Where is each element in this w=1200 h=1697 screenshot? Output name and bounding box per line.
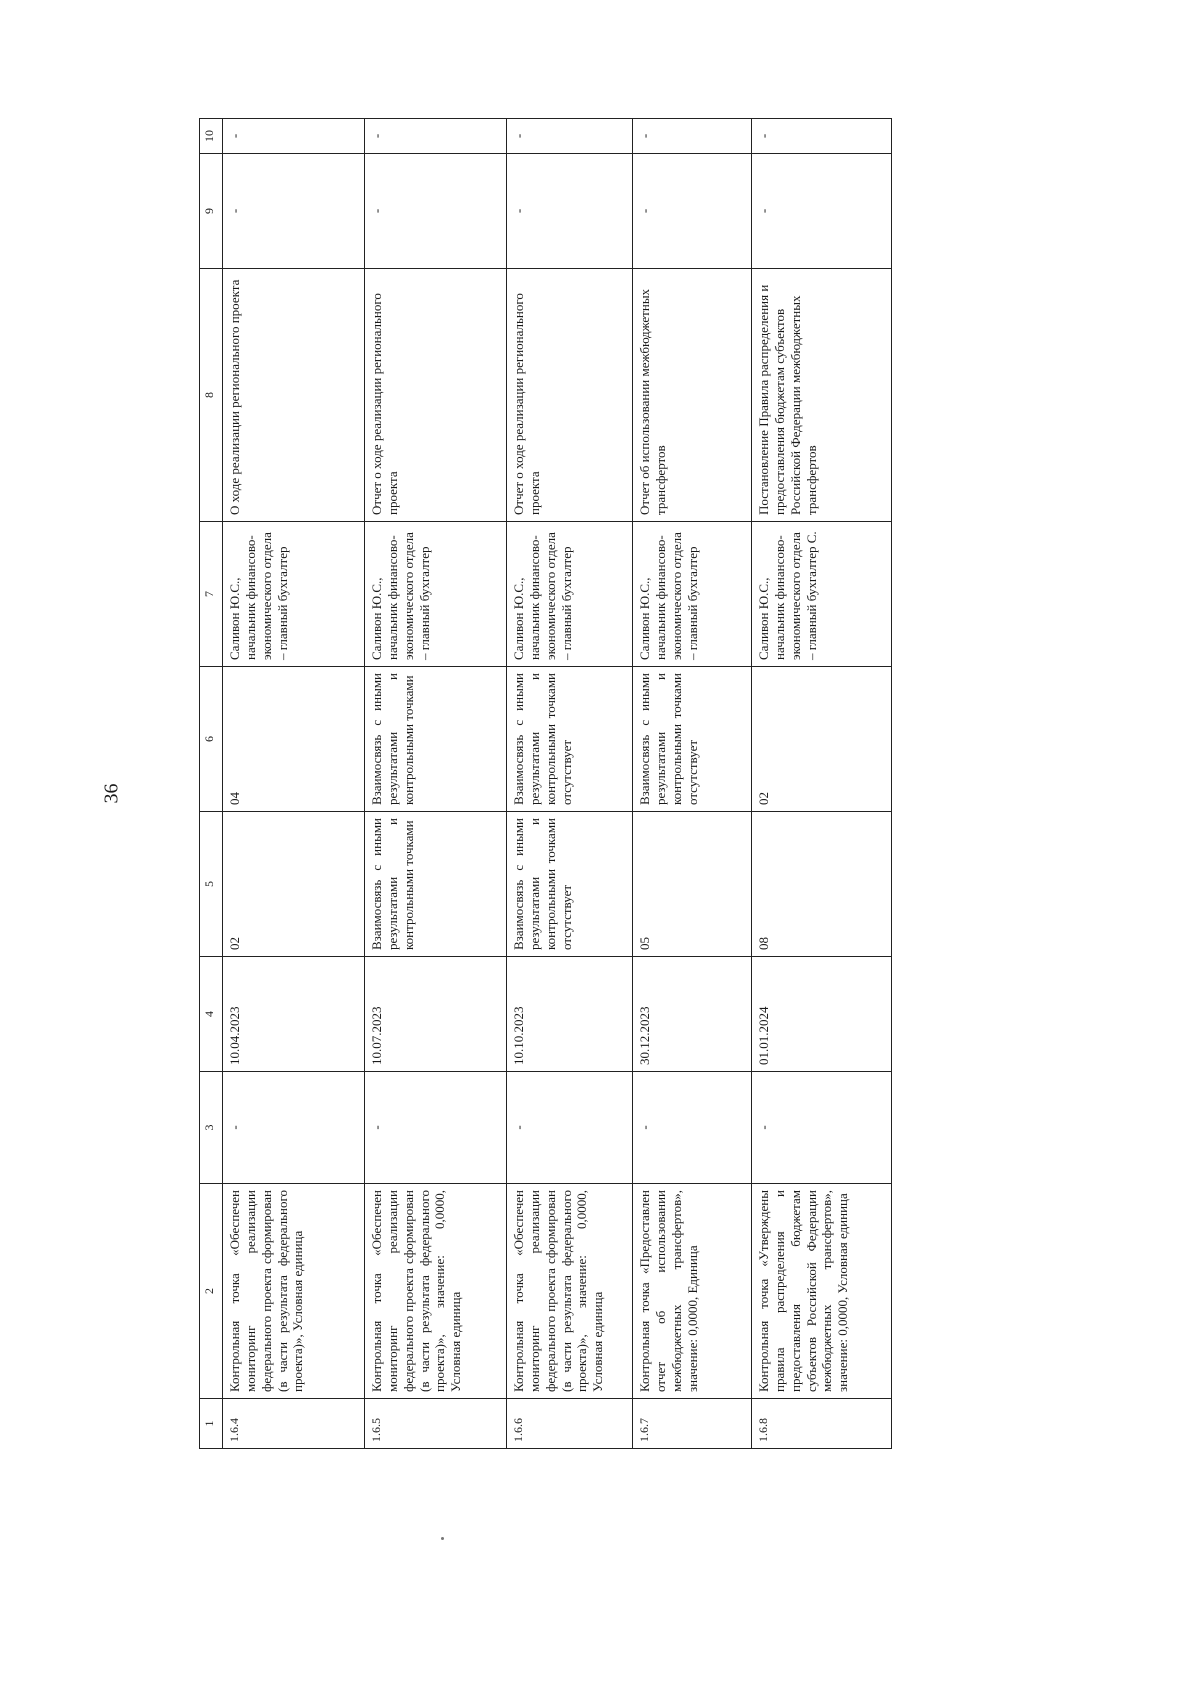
responsible-cell: Саливон Ю.С., начальник финансово-экономического отдела – главный бухгалтер С. (752, 522, 892, 667)
responsible-cell: Саливон Ю.С., начальник финансово-экономического отдела – главный бухгалтер (223, 522, 365, 667)
control-point-cell: Контрольная точка «Предоставлен отчет об использовании межбюджетных трансфертов», значение: 0,0000, Единица (633, 1184, 752, 1399)
column-header: 10 (200, 119, 223, 154)
table-cell: - (507, 154, 633, 269)
table-cell: - (223, 154, 365, 269)
rotated-table-container (199, 119, 892, 1449)
row-number: 1.6.6 (507, 1399, 633, 1449)
table-cell: - (752, 119, 892, 154)
table-row (223, 119, 365, 1449)
control-points-table (199, 118, 892, 1449)
table-cell: Взаимосвязь с иными результатами и контрольными точками (365, 812, 507, 957)
table-cell: 04 (223, 667, 365, 812)
document-cell: О ходе реализации регионального проекта (223, 269, 365, 522)
control-point-cell: Контрольная точка «Утверждены правила распределения и предоставления бюджетам субъектов Российской Федерации межбюджетных трансфертов», значение: 0,0000, Условная единица (752, 1184, 892, 1399)
column-header: 1 (200, 1399, 223, 1449)
table-cell: 08 (752, 812, 892, 957)
column-header: 8 (200, 269, 223, 522)
table-cell: - (365, 119, 507, 154)
table-cell: - (365, 154, 507, 269)
document-cell: Постановление Правила распределения и предоставления бюджетам субъектов Российской Федерации межбюджетных трансфертов (752, 269, 892, 522)
table-cell: - (507, 119, 633, 154)
column-header: 9 (200, 154, 223, 269)
table-cell: - (633, 119, 752, 154)
column-header: 2 (200, 1184, 223, 1399)
responsible-cell: Саливон Ю.С., начальник финансово-экономического отдела – главный бухгалтер (365, 522, 507, 667)
document-cell: Отчет о ходе реализации регионального проекта (507, 269, 633, 522)
table-cell: Взаимосвязь с иными результатами и контрольными точками отсутствует (507, 667, 633, 812)
table-cell: 02 (752, 667, 892, 812)
responsible-cell: Саливон Ю.С., начальник финансово-экономического отдела – главный бухгалтер (633, 522, 752, 667)
scan-speck (441, 1537, 444, 1540)
table-row (507, 119, 633, 1449)
table-cell: - (507, 1072, 633, 1184)
column-header: 4 (200, 957, 223, 1072)
row-number: 1.6.4 (223, 1399, 365, 1449)
document-cell: Отчет о ходе реализации регионального проекта (365, 269, 507, 522)
table-row (633, 119, 752, 1449)
responsible-cell: Саливон Ю.С., начальник финансово-экономического отдела – главный бухгалтер (507, 522, 633, 667)
table-row (365, 119, 507, 1449)
table-cell: - (752, 154, 892, 269)
document-cell: Отчет об использовании межбюджетных трансфертов (633, 269, 752, 522)
control-point-cell: Контрольная точка «Обеспечен мониторинг реализации федерального проекта сформирован (в части результата федерального проекта)», значение: 0,0000, Условная единица (365, 1184, 507, 1399)
table-row (752, 119, 892, 1449)
table-cell: - (633, 154, 752, 269)
column-header: 6 (200, 667, 223, 812)
table-cell: Взаимосвязь с иными результатами и контрольными точками отсутствует (507, 812, 633, 957)
control-point-cell: Контрольная точка «Обеспечен мониторинг реализации федерального проекта сформирован (в части результата федерального проекта)», Условная единица (223, 1184, 365, 1399)
table-cell: - (633, 1072, 752, 1184)
column-header: 3 (200, 1072, 223, 1184)
table-cell: Взаимосвязь с иными результатами и контрольными точками отсутствует (633, 667, 752, 812)
header-row (200, 119, 223, 1449)
date-cell: 30.12.2023 (633, 957, 752, 1072)
date-cell: 10.04.2023 (223, 957, 365, 1072)
column-header: 7 (200, 522, 223, 667)
table-cell: Взаимосвязь с иными результатами и контрольными точками (365, 667, 507, 812)
table-cell: 05 (633, 812, 752, 957)
row-number: 1.6.8 (752, 1399, 892, 1449)
table-cell: - (365, 1072, 507, 1184)
row-number: 1.6.7 (633, 1399, 752, 1449)
table-cell: 02 (223, 812, 365, 957)
date-cell: 10.07.2023 (365, 957, 507, 1072)
page-number: 36 (100, 783, 123, 804)
table-cell: - (223, 1072, 365, 1184)
control-point-cell: Контрольная точка «Обеспечен мониторинг реализации федерального проекта сформирован (в части результата федерального проекта)», значение: 0,0000, Условная единица (507, 1184, 633, 1399)
table-cell: - (752, 1072, 892, 1184)
date-cell: 10.10.2023 (507, 957, 633, 1072)
table-cell: - (223, 119, 365, 154)
column-header: 5 (200, 812, 223, 957)
date-cell: 01.01.2024 (752, 957, 892, 1072)
row-number: 1.6.5 (365, 1399, 507, 1449)
